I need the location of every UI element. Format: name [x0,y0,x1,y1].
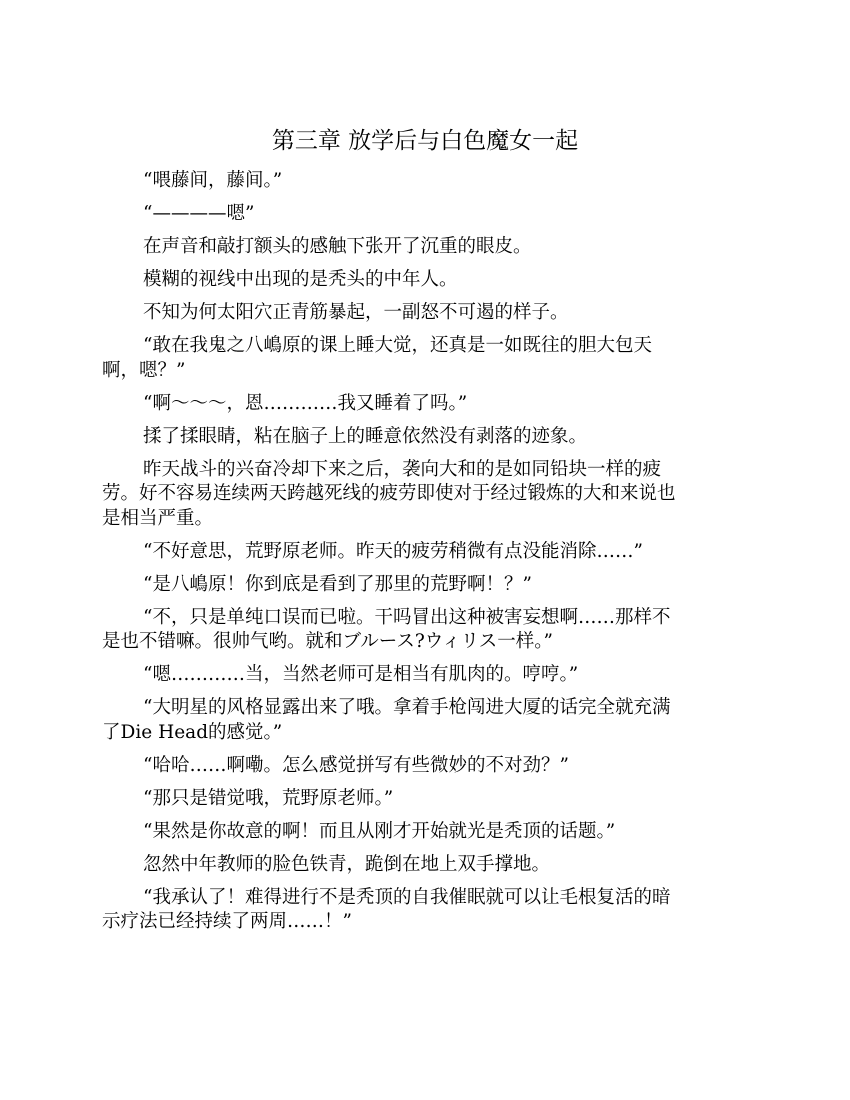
paragraph: “嗯…………当，当然老师可是相当有肌肉的。哼哼。” [143,664,579,685]
paragraph: “哈哈……啊嘞。怎么感觉拼写有些微妙的不对劲？” [143,754,569,776]
paragraph: “啊～～～，恩…………我又睡着了吗。” [143,392,468,414]
paragraph: “敢在我鬼之八嶋原的课上睡大觉，还真是一如既往的胆大包天 啊，嗯？” [102,335,652,381]
paragraph: “我承认了！难得进行不是秃顶的自我催眠就可以让毛根复活的暗 示疗法已经持续了两周……！” [102,886,671,932]
paragraph: “不，只是单纯口误而已啦。干吗冒出这种被害妄想啊……那样不 是也不错嘛。很帅气哟。就和ブルース?ウィリス一样。” [102,606,671,652]
paragraph: “大明星的风格显露出来了哦。拿着手枪闯进大厦的话完全就充满 了Die Head的感觉。” [102,697,671,743]
paragraph: “是八嶋原！你到底是看到了那里的荒野啊！？” [143,573,532,595]
paragraph: “不好意思，荒野原老师。昨天的疲劳稍微有点没能消除……” [143,540,643,562]
paragraph: “喂藤间，藤间。” [143,170,283,191]
paragraph: “————嗯” [143,203,255,224]
paragraph: 昨天战斗的兴奋冷却下来之后，袭向大和的是如同铅块一样的疲 劳。好不容易连续两天跨越死线的疲劳即使对于经过锻炼的大和来说也 是相当严重。 [102,458,676,529]
paragraph: 揉了揉眼睛，粘在脑子上的睡意依然没有剥落的迹象。 [143,425,588,447]
paragraph: 模糊的视线中出现的是秃头的中年人。 [143,269,458,290]
paragraph: “果然是你故意的啊！而且从刚才开始就光是秃顶的话题。” [143,820,616,842]
paragraph: 不知为何太阳穴正青筋暴起，一副怒不可遏的样子。 [143,302,569,323]
chapter-title: 第三章 放学后与白色魔女一起 [271,128,579,154]
paragraph: 忽然中年教师的脸色铁青，跪倒在地上双手撑地。 [143,853,551,875]
paragraph: “那只是错觉哦，荒野原老师。” [143,787,394,809]
chapter-body [102,169,748,943]
paragraph: 在声音和敲打额头的感触下张开了沉重的眼皮。 [143,236,532,257]
